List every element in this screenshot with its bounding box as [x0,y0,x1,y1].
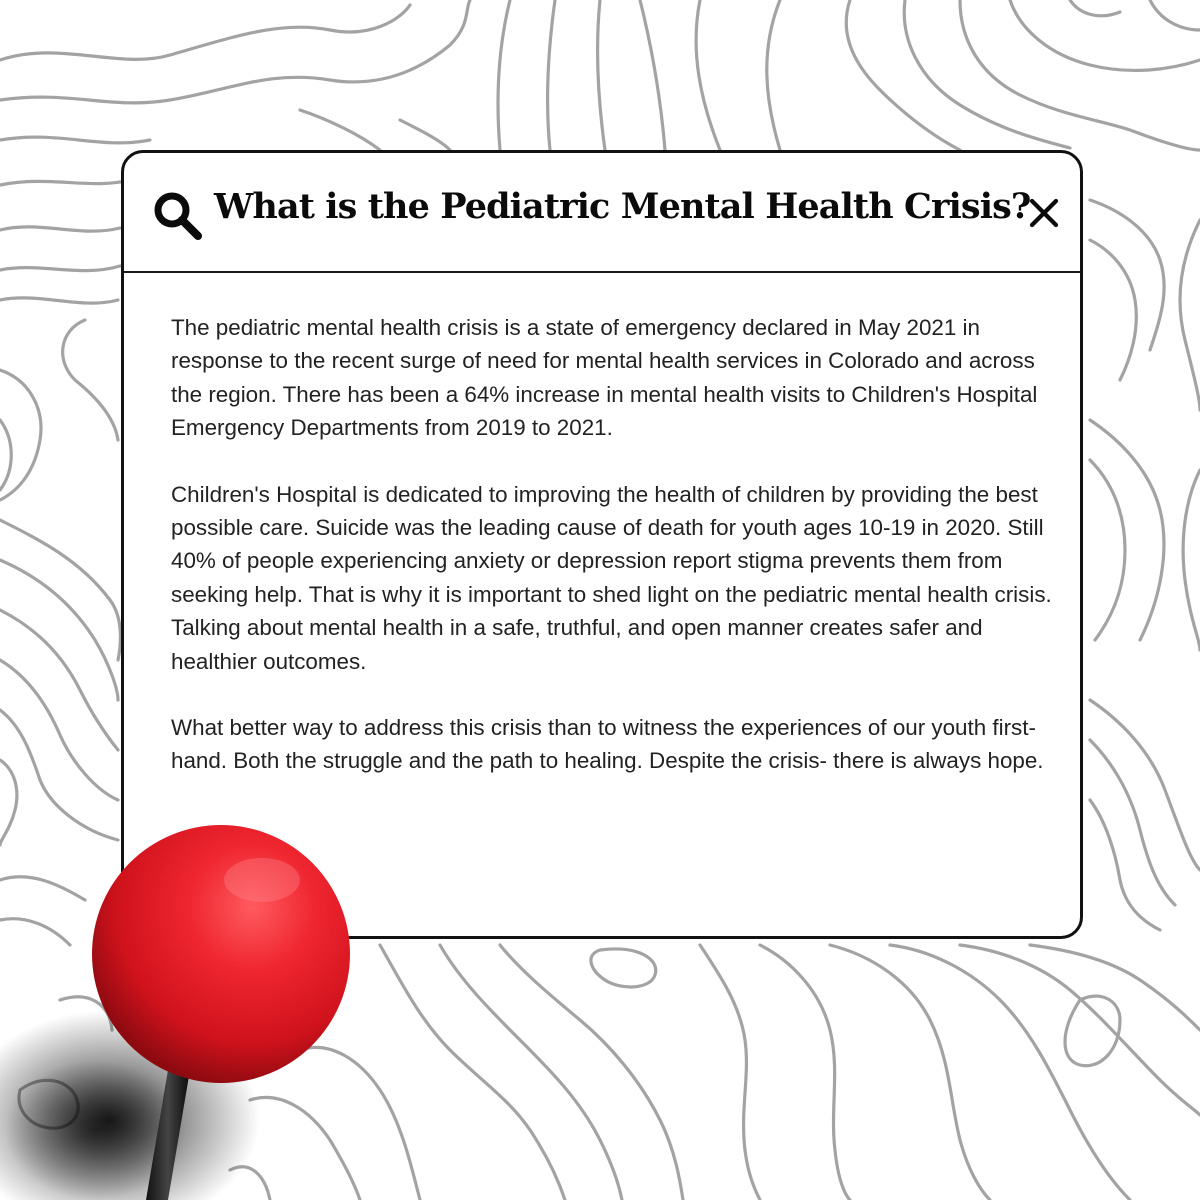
dialog-body [171,311,1061,811]
search-icon [152,190,204,242]
body-paragraph: What better way to address this crisis than to witness the experiences of our youth first-hand. Both the struggle and the path to healing. Despite the crisis- there is always hope. [171,715,1044,774]
dialog-card [121,150,1083,939]
close-icon[interactable] [1029,198,1059,228]
dialog-title: What is the Pediatric Mental Health Crisis? [214,186,1031,227]
dialog-header [124,153,1080,273]
body-paragraph: The pediatric mental health crisis is a state of emergency declared in May 2021 in response to the recent surge of need for mental health services in Colorado and across the region. There has been a 64% increase in mental health visits to Children's Hospital Emergency Departments from 2019 to 2021. [171,315,1038,441]
body-paragraph: Children's Hospital is dedicated to improving the health of children by providing the best possible care. Suicide was the leading cause of death for youth ages 10-19 in 2020. Still 40% of people experiencing anxiety or depression report stigma prevents them from seeking help. That is why it is important to shed light on the pediatric mental health crisis. Talking about mental health in a safe, truthful, and open manner creates safer and healthier outcomes. [171,481,1052,674]
